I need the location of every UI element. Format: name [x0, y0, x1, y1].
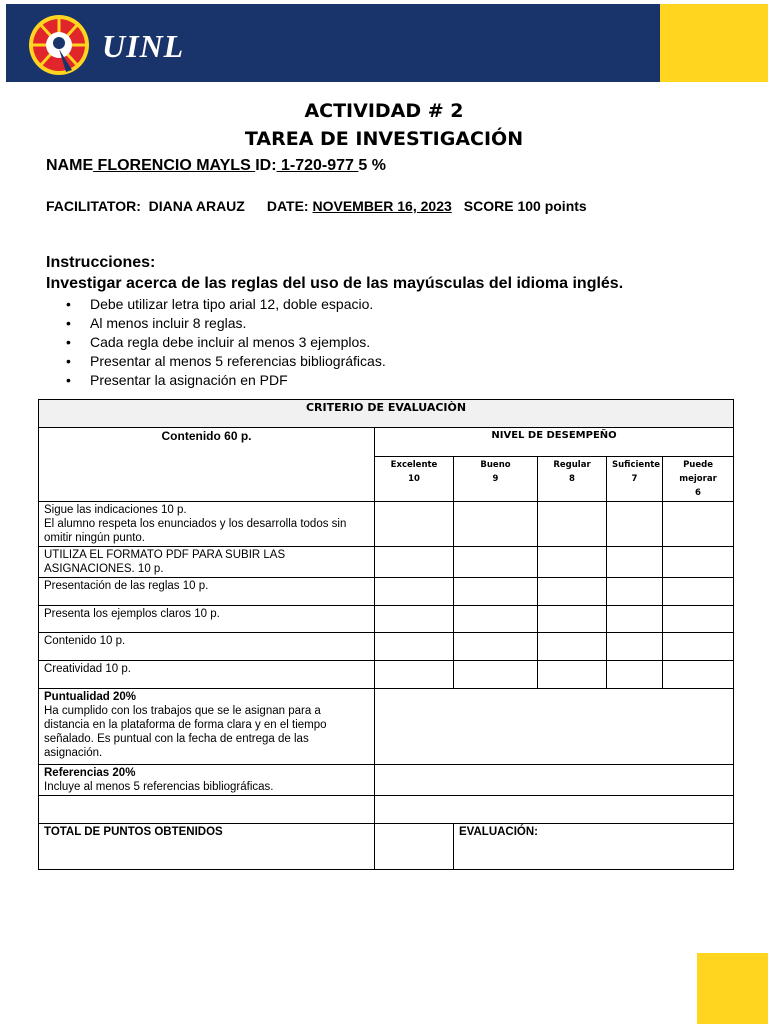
- table-row: [39, 428, 734, 457]
- score-cell: [538, 633, 607, 661]
- criterion-cell: Presenta los ejemplos claros 10 p.: [39, 606, 375, 633]
- score-cell: [538, 502, 607, 547]
- table-row: [39, 578, 734, 606]
- score-cell: [375, 578, 454, 606]
- score-cell: [454, 633, 538, 661]
- table-row: [39, 661, 734, 689]
- level-header: Bueno 9: [454, 457, 538, 502]
- level-header: Regular 8: [538, 457, 607, 502]
- instructions-list: [66, 295, 386, 390]
- rubric-table: [38, 399, 734, 870]
- score-value: SCORE 100 points: [463, 198, 587, 214]
- header-accent-block: [660, 4, 768, 82]
- table-row: [39, 633, 734, 661]
- score-cell: [538, 547, 607, 578]
- score-cell: [375, 765, 734, 796]
- total-value-cell: [375, 824, 454, 870]
- instructions-heading: Instrucciones:: [46, 254, 156, 271]
- student-line: [46, 157, 386, 175]
- criterion-cell-referencias: Referencias 20% Incluye al menos 5 referencias bibliográficas.: [39, 765, 375, 796]
- list-item: • Presentar la asignación en PDF: [66, 371, 386, 390]
- list-item: • Cada regla debe incluir al menos 3 ejemplos.: [66, 333, 386, 352]
- table-row: [39, 502, 734, 547]
- score-cell: [375, 547, 454, 578]
- table-row: [39, 765, 734, 796]
- empty-cell: [39, 796, 375, 824]
- contenido-label: Contenido 60 p.: [39, 428, 375, 502]
- score-cell: [607, 661, 663, 689]
- date-value: NOVEMBER 16, 2023: [312, 198, 452, 214]
- empty-cell: [375, 796, 734, 824]
- table-row: [39, 547, 734, 578]
- criterion-cell: Contenido 10 p.: [39, 633, 375, 661]
- score-cell: [663, 502, 734, 547]
- score-cell: [607, 547, 663, 578]
- id-value: 1-720-977: [276, 157, 359, 174]
- total-label: TOTAL DE PUNTOS OBTENIDOS: [39, 824, 375, 870]
- list-item: • Al menos incluir 8 reglas.: [66, 314, 386, 333]
- table-row: [39, 824, 734, 870]
- performance-level-header: NIVEL DE DESEMPEÑO: [375, 428, 734, 457]
- score-cell: [454, 502, 538, 547]
- brand-name: UINL: [102, 28, 185, 64]
- uinl-logo-icon: [28, 14, 90, 76]
- score-cell: [375, 689, 734, 765]
- facilitator-value: DIANA ARAUZ: [148, 198, 245, 214]
- score-cell: [454, 606, 538, 633]
- header-banner: [6, 4, 660, 82]
- score-cell: [663, 633, 734, 661]
- level-header: Suficiente 7: [607, 457, 663, 502]
- score-cell: [454, 547, 538, 578]
- instructions-main: Investigar acerca de las reglas del uso de las mayúsculas del idioma inglés.: [46, 275, 624, 292]
- score-cell: [663, 661, 734, 689]
- score-cell: [375, 633, 454, 661]
- score-cell: [375, 661, 454, 689]
- date-label: DATE:: [266, 198, 309, 214]
- table-row: [39, 606, 734, 633]
- id-label: ID:: [255, 157, 277, 174]
- score-cell: [538, 661, 607, 689]
- evaluation-label: EVALUACIÓN:: [454, 824, 734, 870]
- level-header: Puede mejorar 6: [663, 457, 734, 502]
- criterion-cell: Creatividad 10 p.: [39, 661, 375, 689]
- score-cell: [375, 502, 454, 547]
- score-cell: [454, 661, 538, 689]
- score-cell: [607, 606, 663, 633]
- score-cell: [663, 578, 734, 606]
- criterion-cell: Sigue las indicaciones 10 p. El alumno respeta los enunciados y los desarrolla todos sin omitir ningún punto.: [39, 502, 375, 547]
- footer-accent-block: [697, 953, 768, 1024]
- score-cell: [663, 547, 734, 578]
- activity-title: ACTIVIDAD # 2: [304, 100, 464, 122]
- criterion-cell: UTILIZA EL FORMATO PDF PARA SUBIR LAS ASIGNACIONES. 10 p.: [39, 547, 375, 578]
- name-value: FLORENCIO MAYLS: [93, 157, 256, 174]
- facilitator-line: [46, 198, 587, 214]
- table-row: [39, 400, 734, 428]
- list-item: • Presentar al menos 5 referencias bibliográficas.: [66, 352, 386, 371]
- score-cell: [538, 578, 607, 606]
- name-label: NAME: [46, 157, 94, 174]
- level-header: Excelente 10: [375, 457, 454, 502]
- score-cell: [607, 502, 663, 547]
- score-cell: [454, 578, 538, 606]
- score-cell: [538, 606, 607, 633]
- score-cell: [607, 578, 663, 606]
- facilitator-label: FACILITATOR:: [46, 198, 141, 214]
- table-row: [39, 689, 734, 765]
- percent-value: 5 %: [358, 157, 386, 174]
- task-title: TAREA DE INVESTIGACIÓN: [244, 128, 524, 150]
- score-cell: [607, 633, 663, 661]
- criterion-cell: Presentación de las reglas 10 p.: [39, 578, 375, 606]
- rubric-header: CRITERIO DE EVALUACIÒN: [39, 400, 734, 428]
- table-row: [39, 796, 734, 824]
- criterion-cell-puntualidad: Puntualidad 20% Ha cumplido con los trabajos que se le asignan para a distancia en la plataforma de forma clara y en el tiempo señalado. Es puntual con la fecha de entrega de las asignación.: [39, 689, 375, 765]
- list-item: • Debe utilizar letra tipo arial 12, doble espacio.: [66, 295, 386, 314]
- score-cell: [663, 606, 734, 633]
- score-cell: [375, 606, 454, 633]
